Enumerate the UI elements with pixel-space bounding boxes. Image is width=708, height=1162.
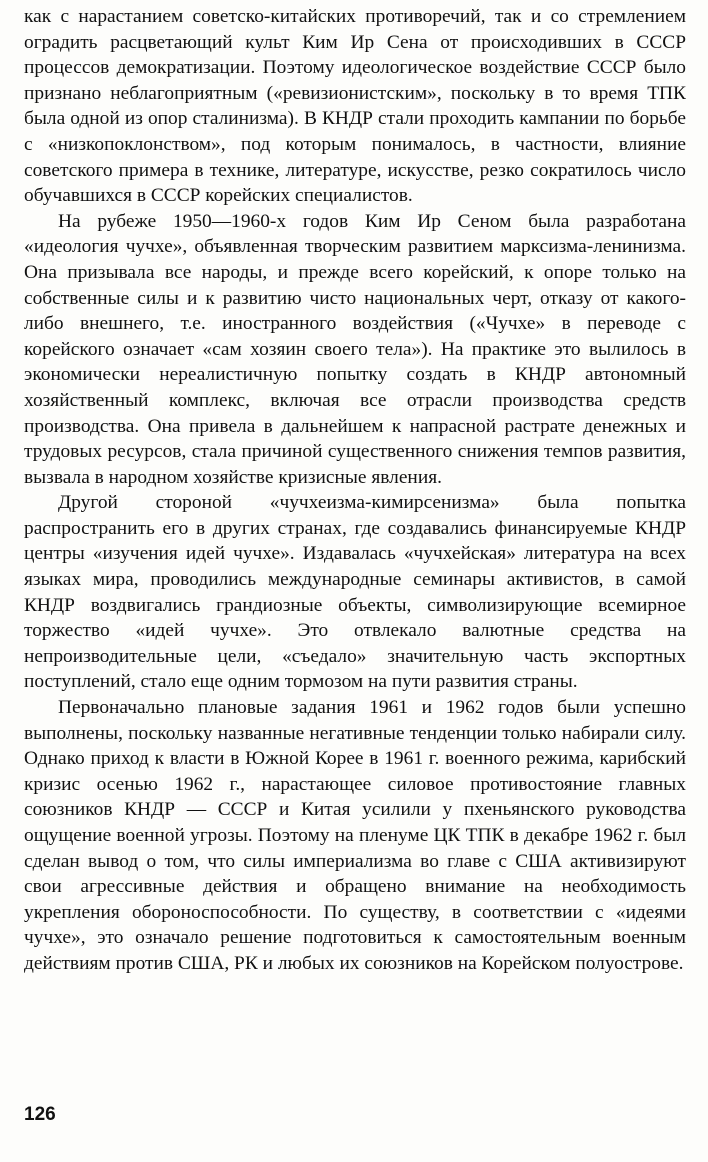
- page-number: 126: [24, 1104, 56, 1125]
- body-text: [24, 4, 686, 977]
- paragraph-military-threat: Первоначально плановые задания 1961 и 1962 годов были успешно выполнены, поскольку названные негативные тенденции только набирали силу. Однако приход к власти в Южной Корее в 1961 г. военного режима, карибский кризис осенью 1962 г., нарастающее силовое противостояние главных союзников КНДР — СССР и Китая усилили у пхеньянского руководства ощущение военной угрозы. Поэтому на пленуме ЦК ТПК в декабре 1962 г. был сделан вывод о том, что силы империализма во главе с США активизируют свои агрессивные действия и обращено внимание на необходимость укрепления обороноспособности. По существу, в соответствии с «идеями чучхе», это означало решение подготовиться к самостоятельным военным действиям против США, РК и любых их союзников на Корейском полуострове.: [24, 697, 686, 974]
- paragraph-juche-propaganda: Другой стороной «чучхеизма-кимирсенизма» была попытка распространить его в других странах, где создавались финансируемые КНДР центры «изучения идей чучхе». Издавалась «чучхейская» литература на всех языках мира, проводились международные семинары активистов, в самой КНДР воздвигались грандиозные объекты, символизирующие всемирное торжество «идей чучхе». Это отвлекало валютные средства на непроизводительные цели, «съедало» значительную часть экспортных поступлений, стало еще одним тормозом на пути развития страны.: [24, 492, 686, 693]
- paragraph-continued: как с нарастанием советско-китайских противоречий, так и со стремлением оградить расцветающий культ Ким Ир Сена от происходивших в СССР процессов демократизации. Поэтому идеологическое воздействие СССР было признано неблагоприятным («ревизионистским», поскольку в то время ТПК была одной из опор сталинизма). В КНДР стали проходить кампании по борьбе с «низкопоклонством», под которым понималось, в частности, влияние советского примера в технике, литературе, искусстве, резко сократилось число обучавшихся в СССР корейских специалистов.: [24, 6, 686, 207]
- paragraph-juche-ideology: На рубеже 1950—1960-х годов Ким Ир Сеном была разработана «идеология чучхе», объявленная творческим развитием марксизма-ленинизма. Она призывала все народы, и прежде всего корейский, к опоре только на собственные силы и к развитию чисто национальных черт, отказу от какого-либо внешнего, т.е. иностранного воздействия («Чучхе» в переводе с корейского означает «сам хозяин своего тела»). На практике это вылилось в экономически нереалистичную попытку создать в КНДР автономный хозяйственный комплекс, включая все отрасли производства средств производства. Она привела в дальнейшем к напрасной растрате денежных и трудовых ресурсов, стала причиной существенного снижения темпов развития, вызвала в народном хозяйстве кризисные явления.: [24, 210, 686, 488]
